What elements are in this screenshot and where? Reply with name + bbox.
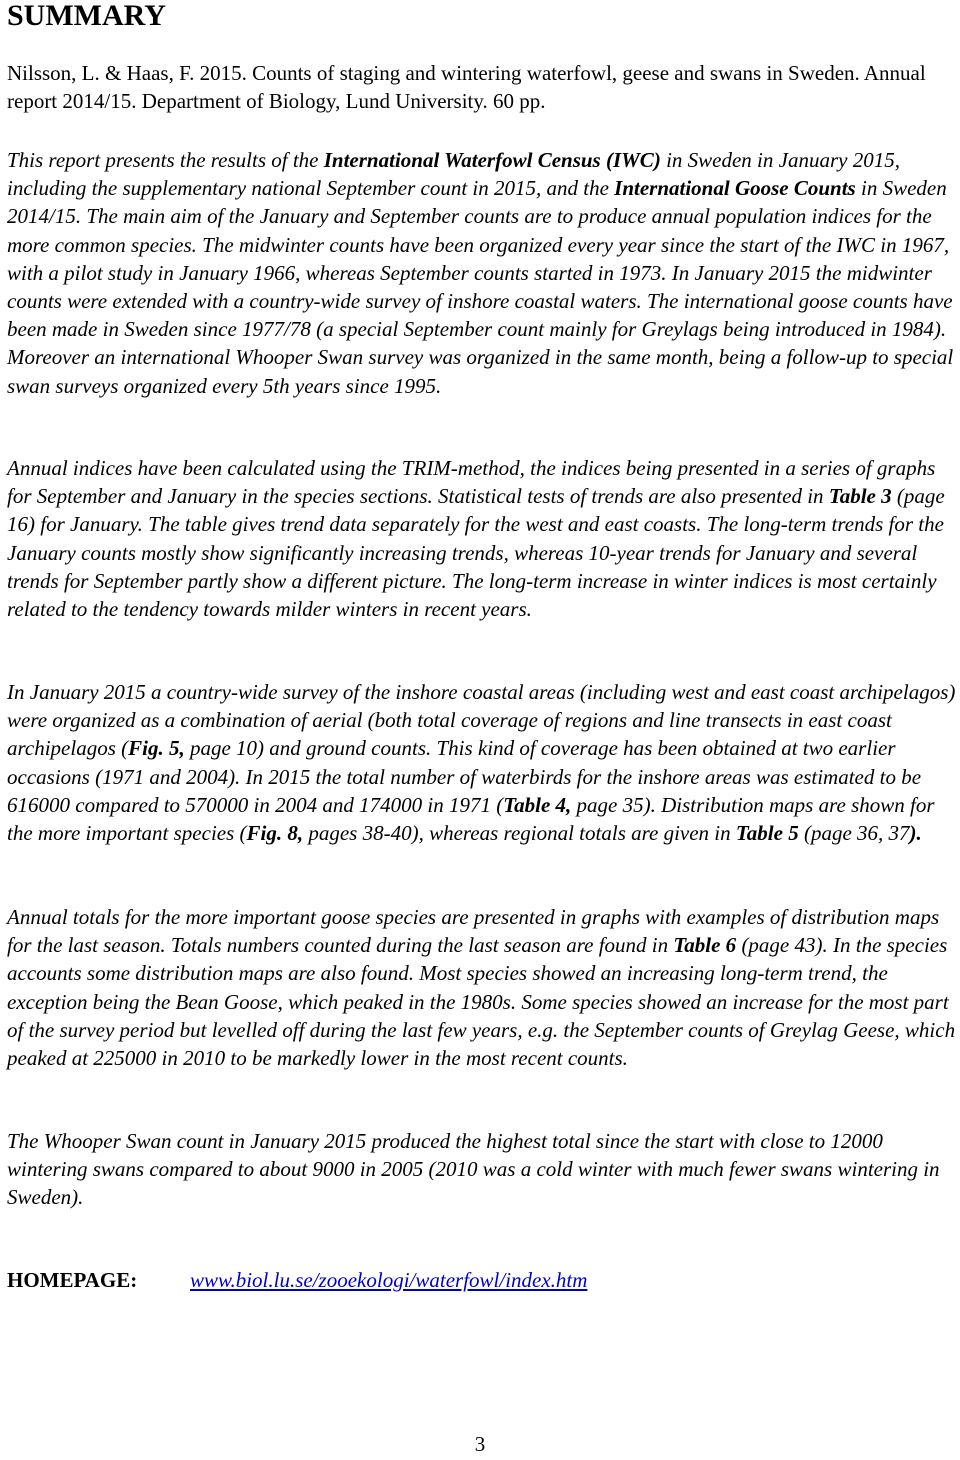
document-page xyxy=(7,0,957,1292)
bold-term: Fig. 8, xyxy=(246,821,304,846)
text-span: in Sweden in January 2015, including the supplementary national September count in 2015, and the xyxy=(7,148,900,201)
text-span: The Whooper Swan count in January 2015 produced the highest total since the start with close to 12000 wintering swans compared to about 9000 in 2005 (2010 was a cold winter with much fewer swans wintering in Sweden). xyxy=(7,1129,940,1210)
bold-term: Table 4, xyxy=(503,792,572,817)
text-span: (page 16) for January. The table gives trend data separately for the west and east coasts. The long-term trends for the January counts mostly show significantly increasing trends, whereas 10-year trends for January and several trends for September partly show a different picture. The long-term increase in winter indices is most certainly related to the tendency towards milder winters in recent years. xyxy=(7,484,945,622)
page-title: SUMMARY xyxy=(7,0,166,32)
text-span: Annual indices have been calculated using the TRIM-method, the indices being presented in a series of graphs for September and January in the species sections. Statistical tests of trends are also presented in xyxy=(7,456,936,509)
text-span: (page 43). In the species accounts some distribution maps are also found. Most species showed an increasing long-term trend, the exception being the Bean Goose, which peaked in the 1980s. Some species showed an increase for the most part of the survey period but levelled off during the last few years, e.g. the September counts of Greylag Geese, which peaked at 225000 in 2010 to be markedly lower in the most recent counts. xyxy=(7,933,956,1071)
summary-paragraph-1 xyxy=(7,146,959,400)
text-span: In January 2015 a country-wide survey of the inshore coastal areas (including west and east coast archipelagos) were organized as a combination of aerial (both total coverage of regions and line transects in east coast archipelagos ( xyxy=(7,680,956,761)
bold-term: International Goose Counts xyxy=(614,176,856,201)
bold-term: ). xyxy=(909,821,922,846)
bold-term: International Waterfowl Census (IWC) xyxy=(323,148,661,172)
page-number: 3 xyxy=(474,1432,486,1456)
text-span: pages 38-40), whereas regional totals are given in xyxy=(303,821,736,846)
summary-paragraph-2 xyxy=(7,454,959,623)
text-span: page 10) and ground counts. This kind of coverage has been obtained at two earlier occasions (1971 and 2004). In 2015 the total number of waterbirds for the inshore areas was estimated to be 616000 compared to 570000 in 2004 and 174000 in 1971 ( xyxy=(7,736,922,817)
text-span: in Sweden 2014/15. The main aim of the January and September counts are to produce annual population indices for the more common species. The midwinter counts have been organized every year since the start of the IWC in 1967, with a pilot study in January 1966, whereas September counts started in 1973. In January 2015 the midwinter counts were extended with a country-wide survey of inshore coastal waters. The international goose counts have been made in Sweden since 1977/78 (a special September count mainly for Greylags being introduced in 1984). Moreover an international Whooper Swan survey was organized in the same month, being a follow-up to special swan surveys organized every 5th years since 1995. xyxy=(7,176,954,398)
bold-term: Table 3 xyxy=(828,484,892,509)
bold-term: Fig. 5, xyxy=(128,736,185,761)
text-span: Annual totals for the more important goose species are presented in graphs with examples of distribution maps for the last season. Totals numbers counted during the last season are found in xyxy=(7,905,940,958)
bold-term: Table 6 xyxy=(673,933,737,958)
homepage-label: HOMEPAGE: xyxy=(7,1268,138,1292)
text-span: (page 36, 37 xyxy=(798,821,910,846)
text-span: page 35). Distribution maps are shown for the more important species ( xyxy=(7,792,935,846)
summary-paragraph-5 xyxy=(7,1127,959,1212)
bold-term: Table 5 xyxy=(735,821,799,846)
homepage-link[interactable]: www.biol.lu.se/zooekologi/waterfowl/index.htm xyxy=(190,1268,588,1292)
homepage-row xyxy=(7,1266,587,1294)
summary-paragraph-4 xyxy=(7,903,959,1072)
citation-paragraph: Nilsson, L. & Haas, F. 2015. Counts of staging and wintering waterfowl, geese and swans in Sweden. Annual report 2014/15. Department of Biology, Lund University. 60 pp. xyxy=(7,61,926,113)
summary-paragraph-3 xyxy=(7,678,959,847)
text-span: This report presents the results of the xyxy=(7,148,324,172)
